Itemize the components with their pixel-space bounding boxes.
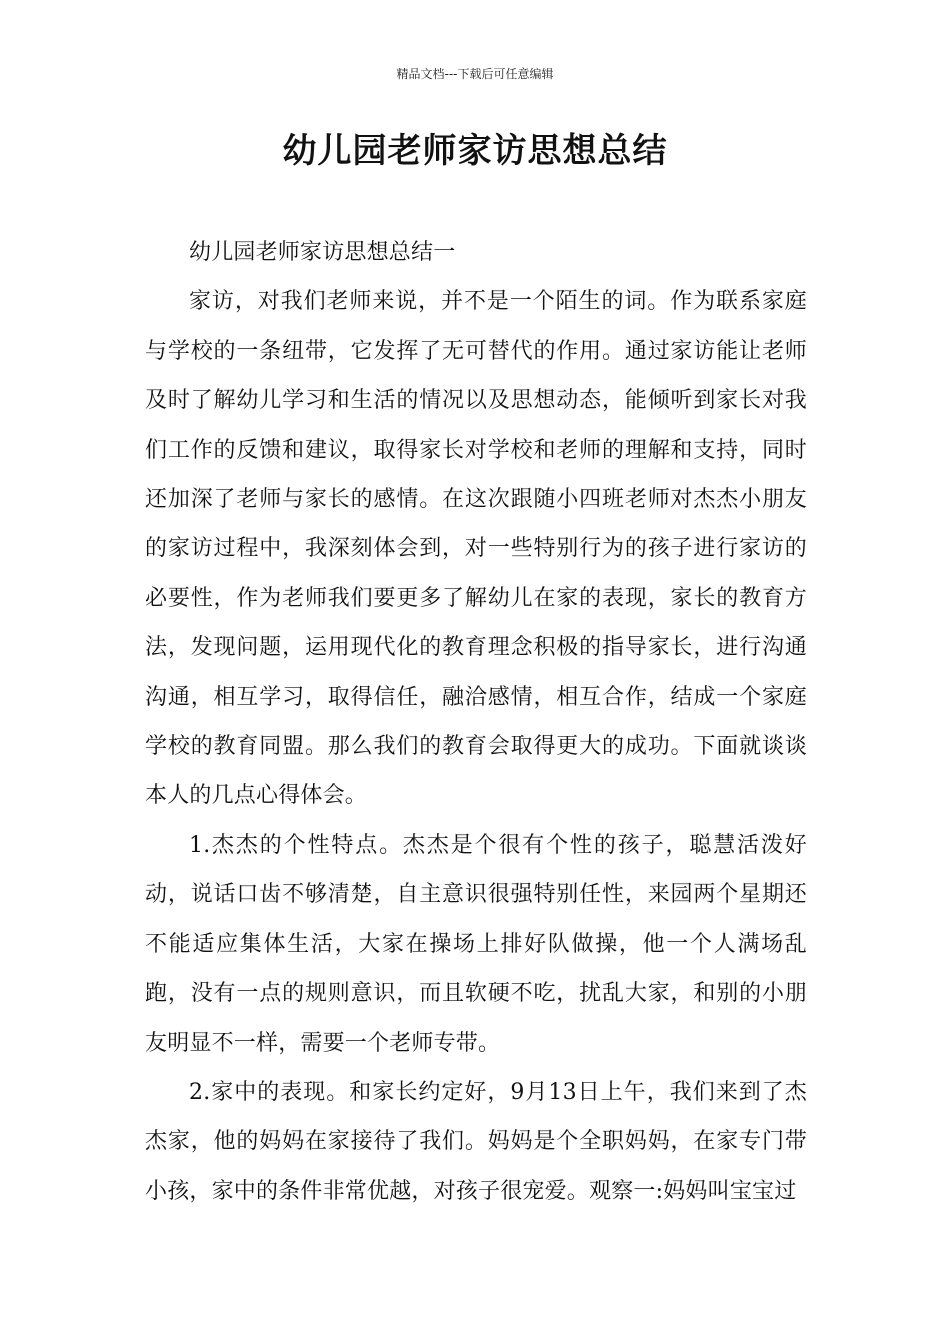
paragraph-point-2: 2.家中的表现。和家长约定好，9月13日上午，我们来到了杰杰家，他的妈妈在家接待了我们。妈妈是个全职妈妈，在家专门带小孩，家中的条件非常优越，对孩子很宠爱。观察一:妈妈叫宝宝过 [145,1079,807,1204]
paragraph-subtitle: 幼儿园老师家访思想总结一 [189,240,456,265]
header-note: 精品文档---下载后可任意编辑 [396,67,554,81]
document-title: 幼儿园老师家访思想总结 [282,131,668,171]
document-body [145,228,807,1216]
paragraph-intro: 家访，对我们老师来说，并不是一个陌生的词。作为联系家庭与学校的一条纽带，它发挥了无可替代的作用。通过家访能让老师及时了解幼儿学习和生活的情况以及思想动态，能倾听到家长对我们工作的反馈和建议，取得家长对学校和老师的理解和支持，同时还加深了老师与家长的感情。在这次跟随小四班老师对杰杰小朋友的家访过程中，我深刻体会到，对一些特别行为的孩子进行家访的必要性，作为老师我们要更多了解幼儿在家的表现，家长的教育方法，发现问题，运用现代化的教育理念积极的指导家长，进行沟通沟通，相互学习，取得信任，融洽感情，相互合作，结成一个家庭学校的教育同盟。那么我们的教育会取得更大的成功。下面就谈谈本人的几点心得体会。 [145,289,807,809]
paragraph-point-1: 1.杰杰的个性特点。杰杰是个很有个性的孩子，聪慧活泼好动，说话口齿不够清楚，自主意识很强特别任性，来园两个星期还不能适应集体生活，大家在操场上排好队做操，他一个人满场乱跑，没有一点的规则意识，而且软硬不吃，扰乱大家，和别的小朋友明显不一样，需要一个老师专带。 [145,832,807,1056]
